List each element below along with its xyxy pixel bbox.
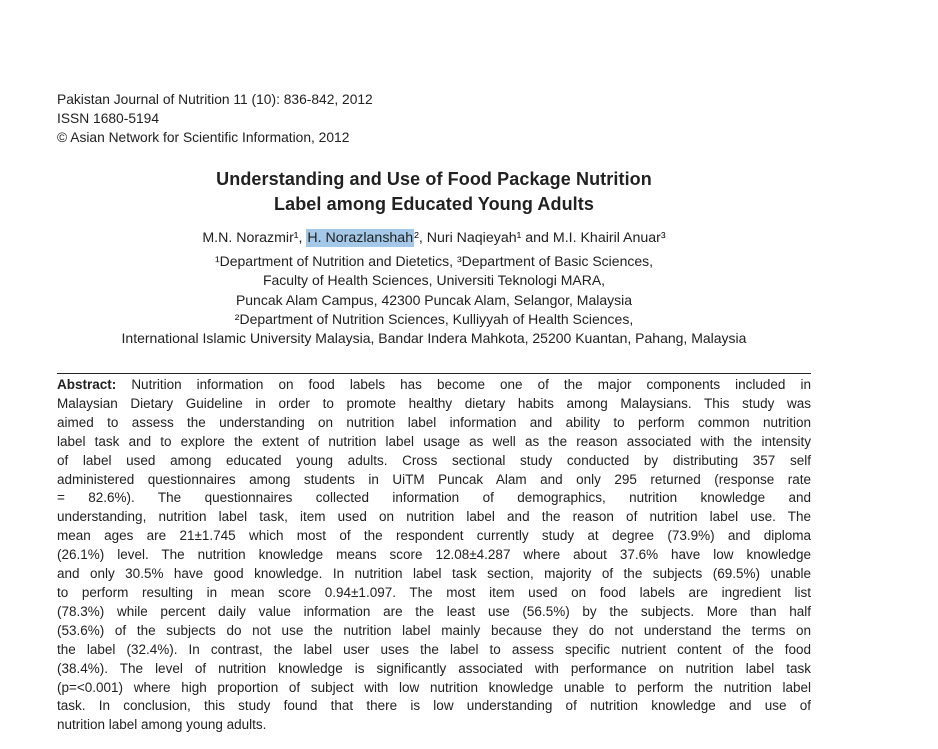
affiliation-line-2: Faculty of Health Sciences, Universiti Teknologi MARA, [262,272,606,289]
abstract-line: of label used among educated young adults. Cross sectional study conducted by distributing 357 self [57,452,811,468]
authors-line [57,229,811,248]
abstract-line: (78.3%) while percent daily value information are the least use (56.5%) by the subjects. More than half [57,603,811,619]
affiliation-line-3: Puncak Alam Campus, 42300 Puncak Alam, Selangor, Malaysia [235,291,633,308]
abstract-divider-rule [57,373,811,374]
selected-author-highlight: H. Norazlanshah [307,230,414,246]
abstract-line: task. In conclusion, this study found that there is low understanding of nutrition knowledge and use of [57,698,811,714]
journal-header [57,90,811,148]
issn-line: ISSN 1680-5194 [57,111,160,127]
abstract-line: (38.4%). The level of nutrition knowledge is significantly associated with performance on nutrition label task [57,660,811,676]
authors-before: M.N. Norazmir¹, [202,230,307,246]
abstract-line: to perform resulting in mean score 0.94±1.097. The most item used on food labels are ingredient list [57,584,811,600]
abstract-line: aimed to assess the understanding on nutrition label information and ability to perform common nutrition [57,414,811,430]
abstract-line: (26.1%) level. The nutrition knowledge means score 12.08±4.287 where about 37.6% have low knowledge [57,547,811,563]
abstract-line: mean ages are 21±1.745 which most of the respondent currently study at degree (73.9%) and diploma [57,528,811,544]
abstract-line: Malaysian Dietary Guideline in order to promote healthy dietary habits among Malaysians. This study was [57,395,811,411]
abstract-line: (53.6%) of the subjects do not use the nutrition label mainly because they do not understand the terms on [57,622,811,638]
abstract-line [57,376,811,395]
abstract-line: nutrition label among young adults. [57,717,267,733]
affiliation-line-4: ²Department of Nutrition Sciences, Kulliyyah of Health Sciences, [234,310,634,327]
paper-title-line-1: Understanding and Use of Food Package Nutrition [216,169,652,189]
journal-citation-line: Pakistan Journal of Nutrition 11 (10): 836-842, 2012 [57,92,373,107]
paper-title [57,167,811,216]
abstract [57,376,811,735]
abstract-line: = 82.6%). The questionnaires collected information of demographics, nutrition knowledge and [57,490,811,506]
affiliations [57,252,811,348]
affiliation-line-1: ¹Department of Nutrition and Dietetics, ³Department of Basic Sciences, [214,253,654,269]
abstract-line: (p=<0.001) where high proportion of subject with low nutrition knowledge unable to perform the nutrition label [57,679,811,695]
abstract-line: understanding, nutrition label task, item used on nutrition label and the reason of nutrition label use. The [57,509,811,525]
abstract-line: administered questionnaires among students in UiTM Puncak Alam and only 295 returned (response rate [57,471,811,487]
abstract-line: label task and to explore the extent of nutrition label usage as well as the reason associated with the intensity [57,433,811,449]
copyright-line: © Asian Network for Scientific Information, 2012 [57,130,350,146]
abstract-heading: Abstract: [57,377,117,392]
abstract-line-text: Nutrition information on food labels has become one of the major components included in [131,377,811,392]
abstract-line: the label (32.4%). In contrast, the label user uses the label to assess specific nutrient content of the food [57,641,811,657]
abstract-line: and only 30.5% have good knowledge. In nutrition label task section, majority of the subjects (69.5%) unable [57,566,811,582]
paper-title-line-2: Label among Educated Young Adults [274,193,594,214]
affiliation-line-5: International Islamic University Malaysia, Bandar Indera Mahkota, 25200 Kuantan, Pahang, Malaysia [121,330,747,347]
authors-after: ², Nuri Naqieyah¹ and M.I. Khairil Anuar³ [414,230,666,246]
